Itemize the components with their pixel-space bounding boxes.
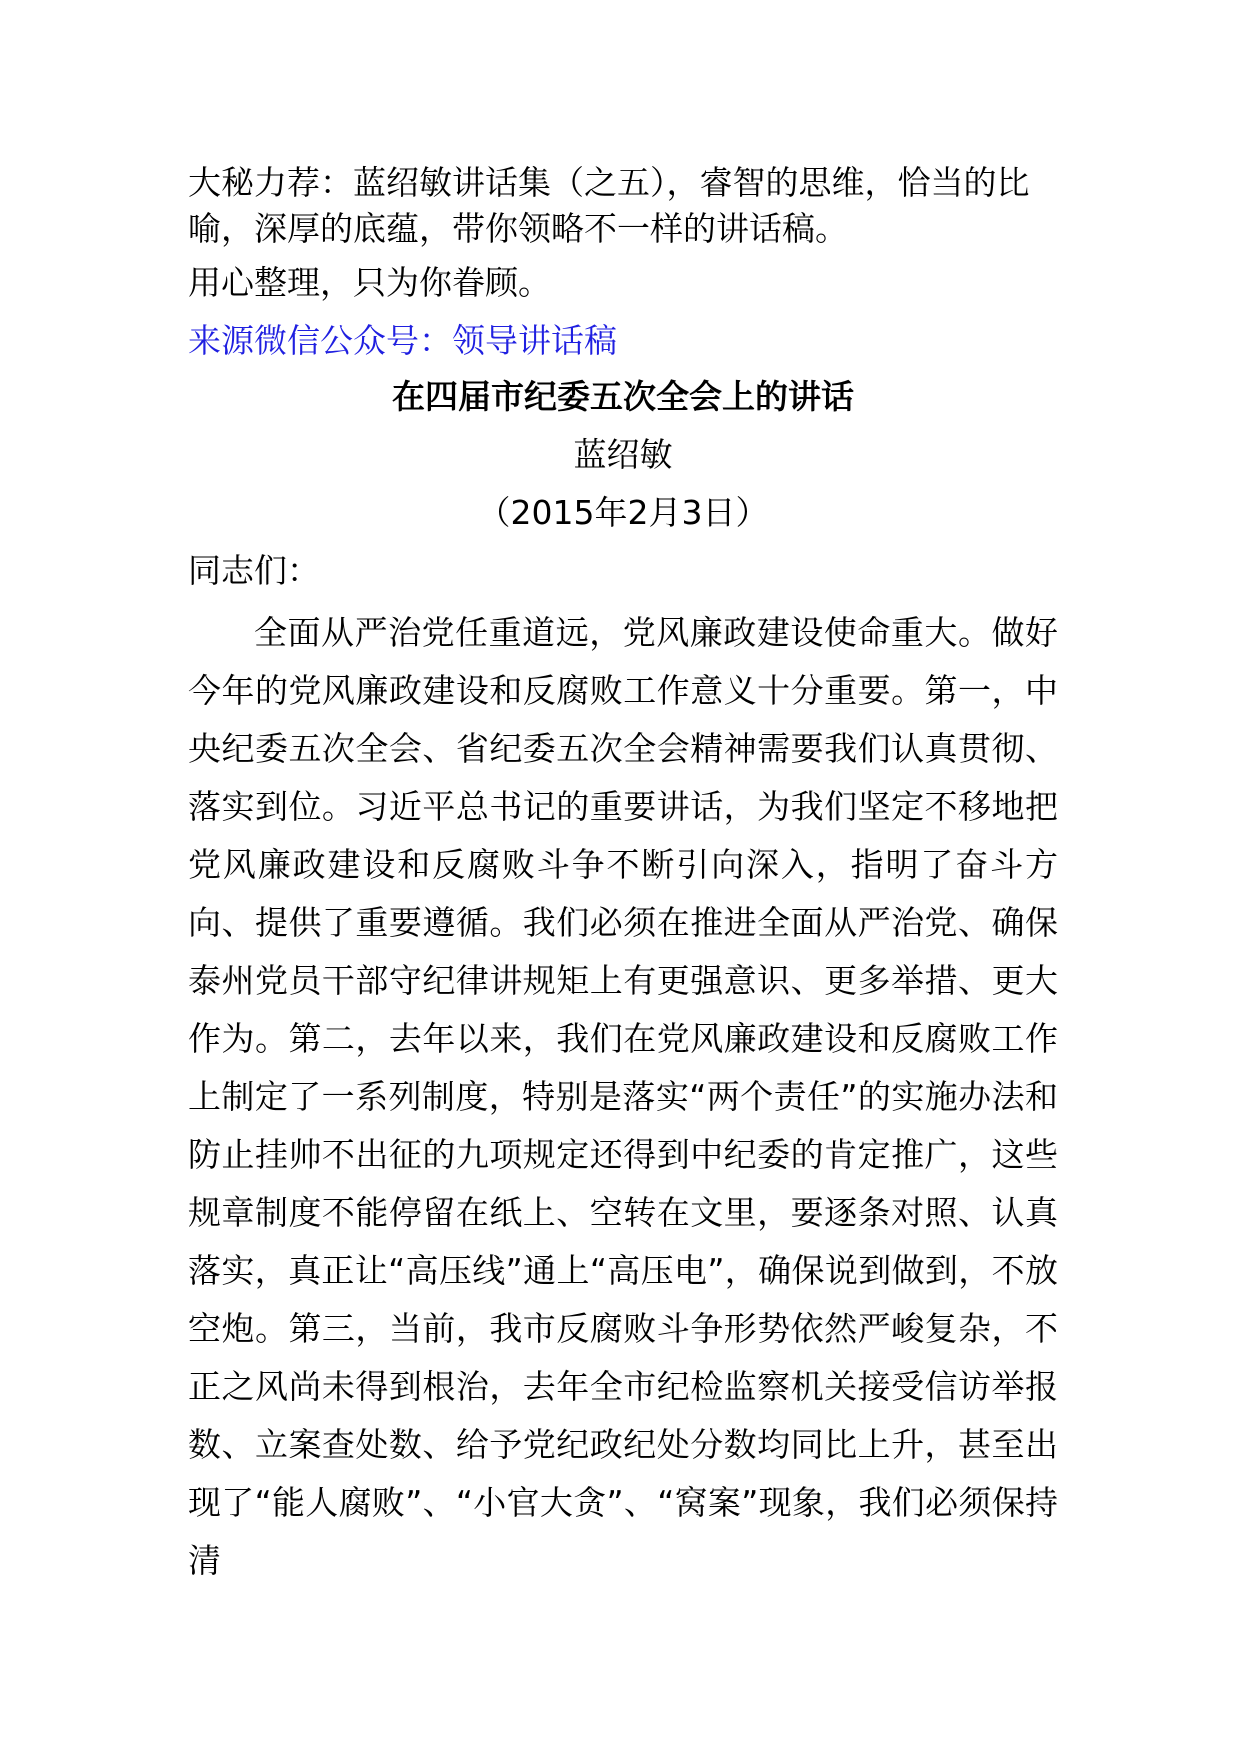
- document-page: [188, 160, 1058, 1590]
- source-link[interactable]: 来源微信公众号：领导讲话稿: [188, 321, 617, 360]
- salutation: 同志们：: [188, 551, 320, 590]
- speech-title: 在四届市纪委五次全会上的讲话: [392, 377, 854, 416]
- body-paragraph: 全面从严治党任重道远，党风廉政建设使命重大。做好今年的党风廉政建设和反腐败工作意义十分重要。第一，中央纪委五次全会、省纪委五次全会精神需要我们认真贯彻、落实到位。习近平总书记的重要讲话，为我们坚定不移地把党风廉政建设和反腐败斗争不断引向深入，指明了奋斗方向、提供了重要遵循。我们必须在推进全面从严治党、确保泰州党员干部守纪律讲规矩上有更强意识、更多举措、更大作为。第二，去年以来，我们在党风廉政建设和反腐败工作上制定了一系列制度，特别是落实“两个责任”的实施办法和防止挂帅不出征的九项规定还得到中纪委的肯定推广，这些规章制度不能停留在纸上、空转在文里，要逐条对照、认真落实，真正让“高压线”通上“高压电”，确保说到做到，不放空炮。第三，当前，我市反腐败斗争形势依然严峻复杂，不正之风尚未得到根治，去年全市纪检监察机关接受信访举报数、立案查处数、给予党纪政纪处分数均同比上升，甚至出现了“能人腐败”、“小官大贪”、“窝案”现象，我们必须保持清: [188, 613, 1058, 1580]
- care-note: 用心整理，只为你眷顾。: [188, 263, 551, 302]
- speech-author: 蓝绍敏: [573, 435, 673, 474]
- recommendation-text: 大秘力荐：蓝绍敏讲话集（之五），睿智的思维，恰当的比喻，深厚的底蕴，带你领略不一样的讲话稿。: [188, 163, 1030, 248]
- speech-date: （2015年2月3日）: [477, 493, 769, 532]
